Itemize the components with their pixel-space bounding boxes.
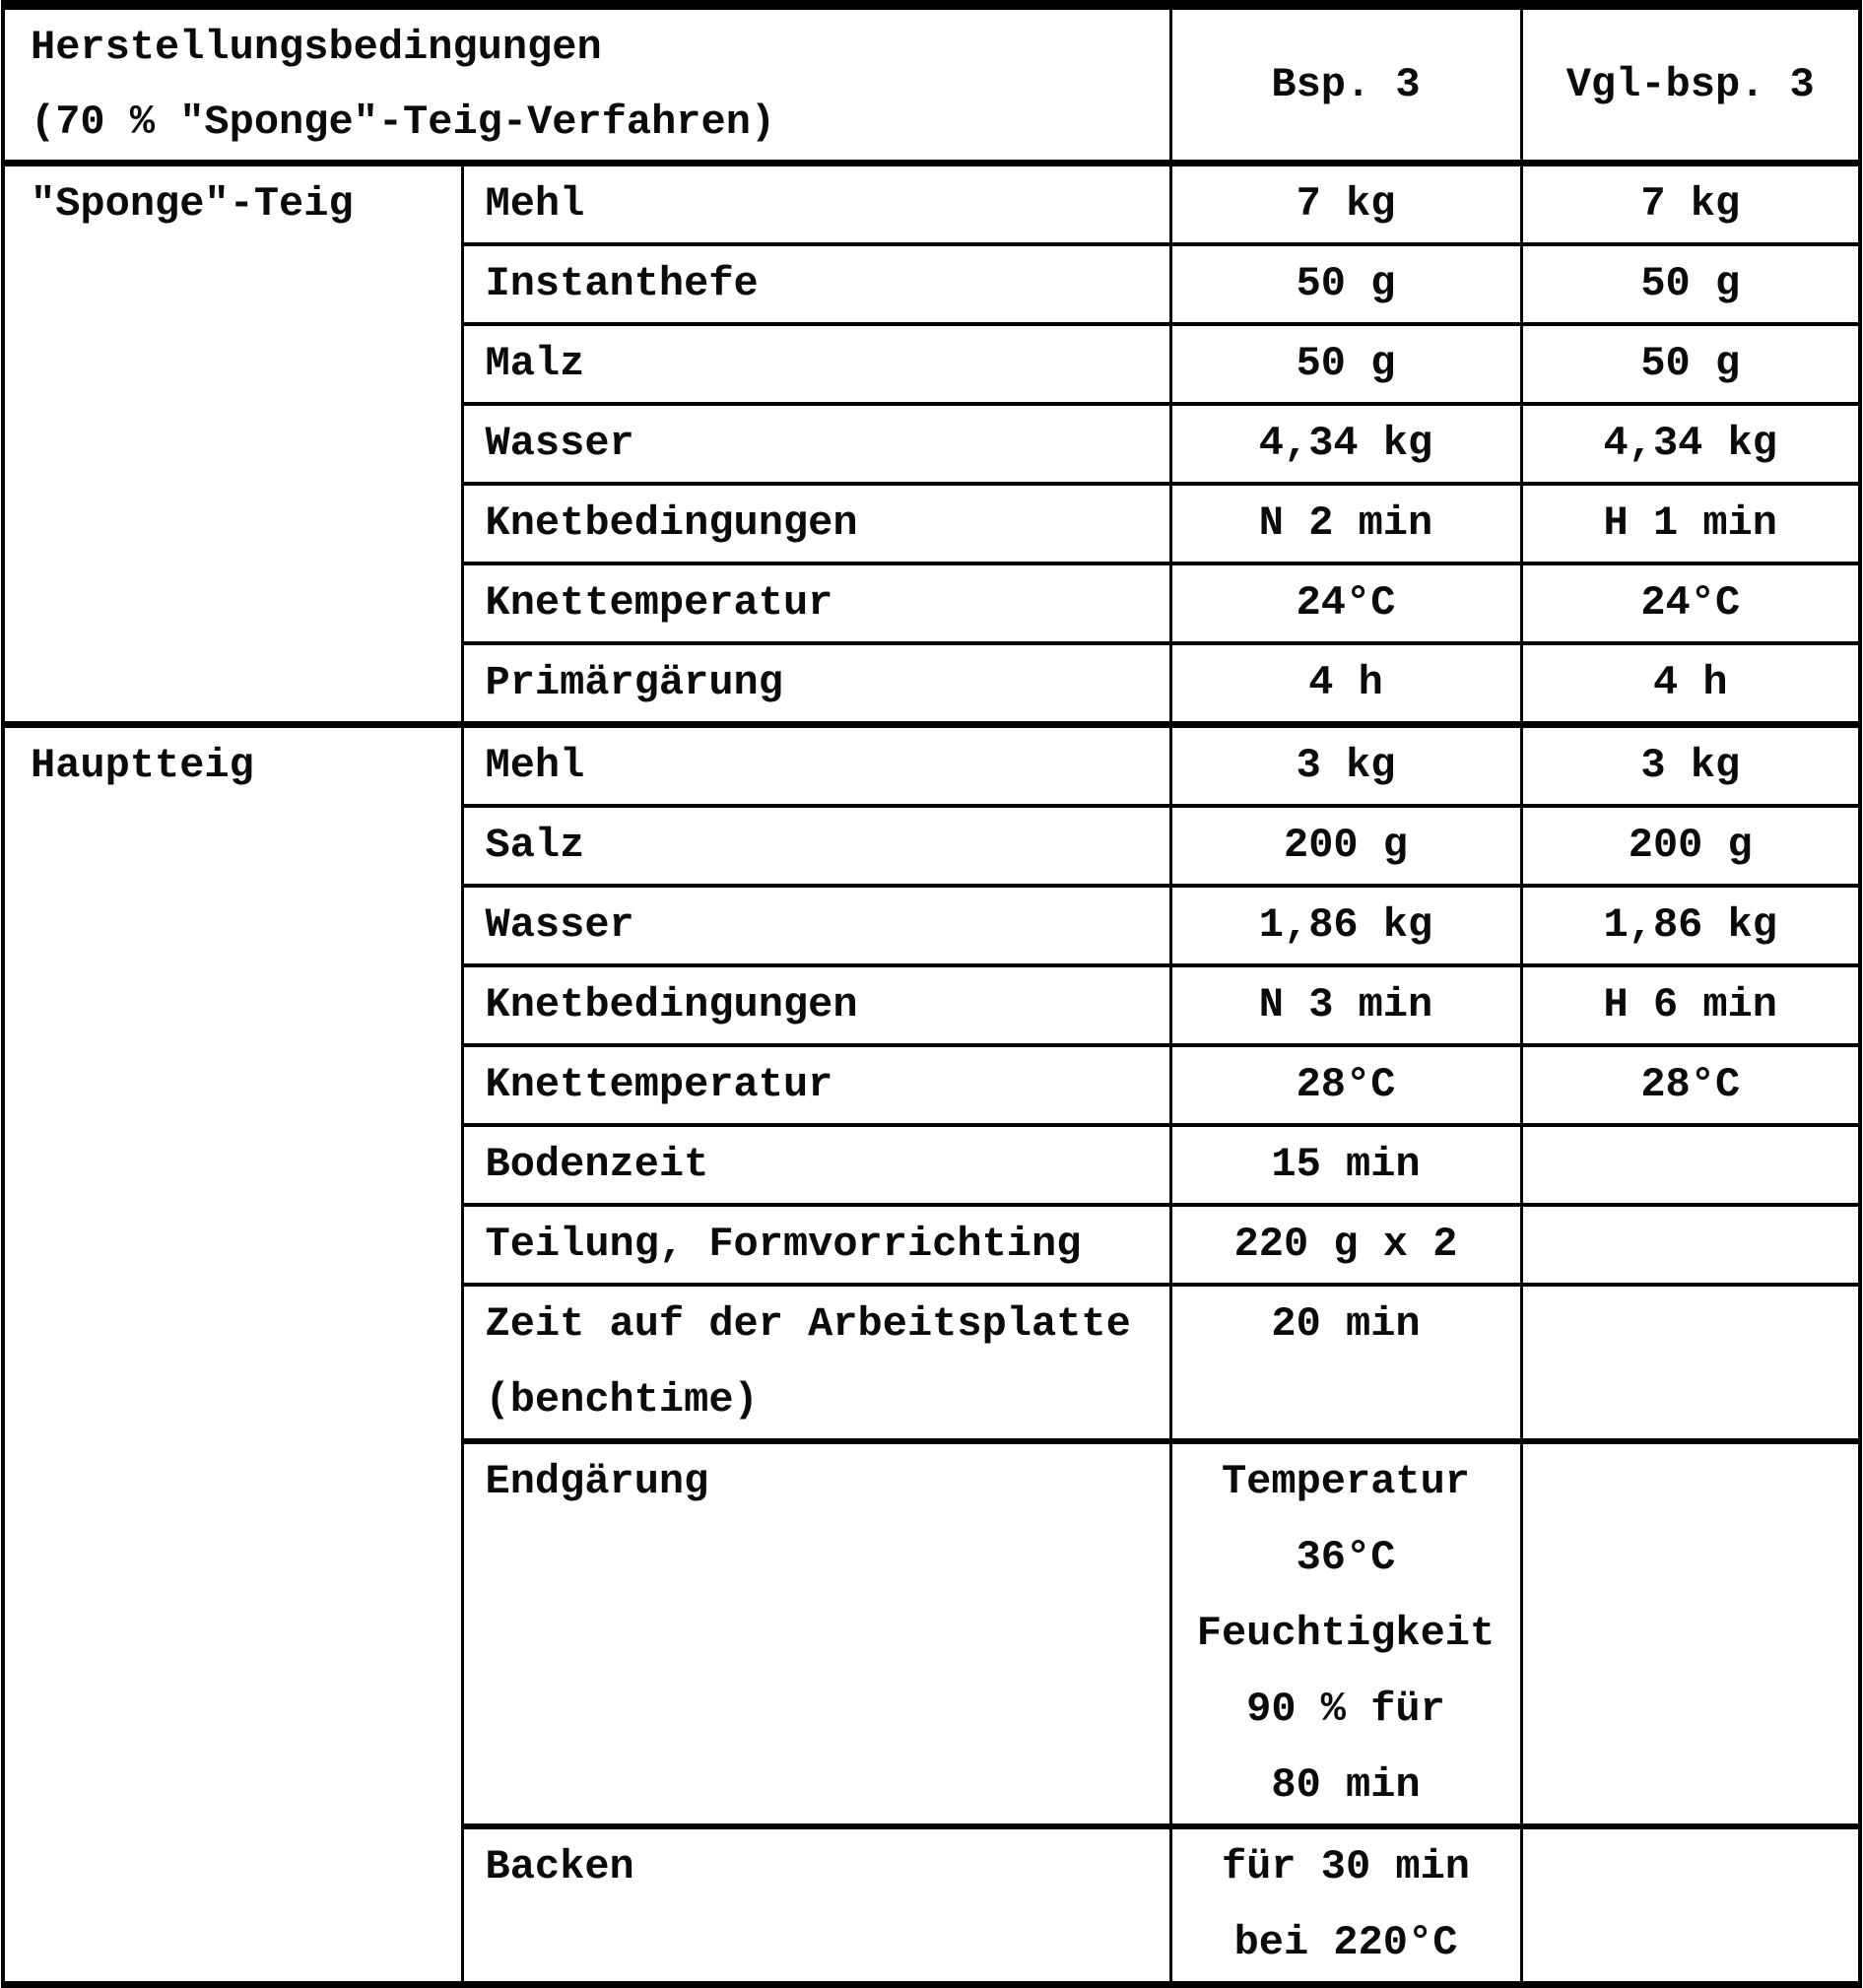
table-row bbox=[3, 164, 1860, 245]
value-bsp: 4 h bbox=[1170, 643, 1521, 725]
value-bsp: 50 g bbox=[1170, 324, 1521, 404]
value-vgl bbox=[1521, 1205, 1860, 1285]
value-bsp: Temperatur 36°C Feuchtigkeit 90 % für 80 min bbox=[1170, 1441, 1521, 1826]
row-label-knettemperatur: Knettemperatur bbox=[462, 1045, 1170, 1125]
row-label-salz: Salz bbox=[462, 806, 1170, 886]
value-vgl bbox=[1521, 1125, 1860, 1205]
value-vgl bbox=[1521, 1285, 1860, 1441]
row-label-benchtime: Zeit auf der Arbeitsplatte (benchtime) bbox=[462, 1285, 1170, 1441]
row-label-wasser: Wasser bbox=[462, 886, 1170, 965]
value-bsp: N 2 min bbox=[1170, 484, 1521, 563]
row-label-mehl: Mehl bbox=[462, 164, 1170, 245]
row-label-backen: Backen bbox=[462, 1826, 1170, 1985]
row-label-instanthefe: Instanthefe bbox=[462, 244, 1170, 324]
value-vgl: H 6 min bbox=[1521, 965, 1860, 1045]
value-vgl: H 1 min bbox=[1521, 484, 1860, 563]
row-label-endgaerung: Endgärung bbox=[462, 1441, 1170, 1826]
column-header-bsp3: Bsp. 3 bbox=[1170, 5, 1521, 164]
column-header-vgl-bsp3: Vgl-bsp. 3 bbox=[1521, 5, 1860, 164]
value-vgl: 1,86 kg bbox=[1521, 886, 1860, 965]
value-bsp: 7 kg bbox=[1170, 164, 1521, 245]
row-label-bodenzeit: Bodenzeit bbox=[462, 1125, 1170, 1205]
value-bsp: 200 g bbox=[1170, 806, 1521, 886]
value-bsp: N 3 min bbox=[1170, 965, 1521, 1045]
value-vgl: 4,34 kg bbox=[1521, 404, 1860, 484]
row-label-teilung-formvorrichting: Teilung, Formvorrichting bbox=[462, 1205, 1170, 1285]
group-cell-hauptteig: Hauptteig bbox=[3, 725, 462, 1985]
value-vgl bbox=[1521, 1441, 1860, 1826]
production-conditions-table bbox=[1, 0, 1862, 1988]
value-bsp: 1,86 kg bbox=[1170, 886, 1521, 965]
row-label-knetbedingungen: Knetbedingungen bbox=[462, 965, 1170, 1045]
table-title: Herstellungsbedingungen (70 % "Sponge"-Teig-Verfahren) bbox=[3, 5, 1170, 164]
value-vgl: 3 kg bbox=[1521, 725, 1860, 807]
value-vgl: 24°C bbox=[1521, 563, 1860, 643]
row-label-knetbedingungen: Knetbedingungen bbox=[462, 484, 1170, 563]
row-label-malz: Malz bbox=[462, 324, 1170, 404]
value-vgl: 50 g bbox=[1521, 324, 1860, 404]
value-bsp: 50 g bbox=[1170, 244, 1521, 324]
value-vgl: 200 g bbox=[1521, 806, 1860, 886]
value-bsp: für 30 min bei 220°C bbox=[1170, 1826, 1521, 1985]
value-vgl: 28°C bbox=[1521, 1045, 1860, 1125]
value-vgl bbox=[1521, 1826, 1860, 1985]
value-vgl: 50 g bbox=[1521, 244, 1860, 324]
value-bsp: 220 g x 2 bbox=[1170, 1205, 1521, 1285]
value-bsp: 28°C bbox=[1170, 1045, 1521, 1125]
table-header-row bbox=[3, 5, 1860, 164]
row-label-knettemperatur: Knettemperatur bbox=[462, 563, 1170, 643]
value-bsp: 24°C bbox=[1170, 563, 1521, 643]
value-vgl: 4 h bbox=[1521, 643, 1860, 725]
row-label-mehl: Mehl bbox=[462, 725, 1170, 807]
value-vgl: 7 kg bbox=[1521, 164, 1860, 245]
table-row bbox=[3, 725, 1860, 807]
group-cell-sponge-teig: "Sponge"-Teig bbox=[3, 164, 462, 725]
value-bsp: 3 kg bbox=[1170, 725, 1521, 807]
row-label-wasser: Wasser bbox=[462, 404, 1170, 484]
row-label-primaergaerung: Primärgärung bbox=[462, 643, 1170, 725]
value-bsp: 15 min bbox=[1170, 1125, 1521, 1205]
value-bsp: 4,34 kg bbox=[1170, 404, 1521, 484]
value-bsp: 20 min bbox=[1170, 1285, 1521, 1441]
